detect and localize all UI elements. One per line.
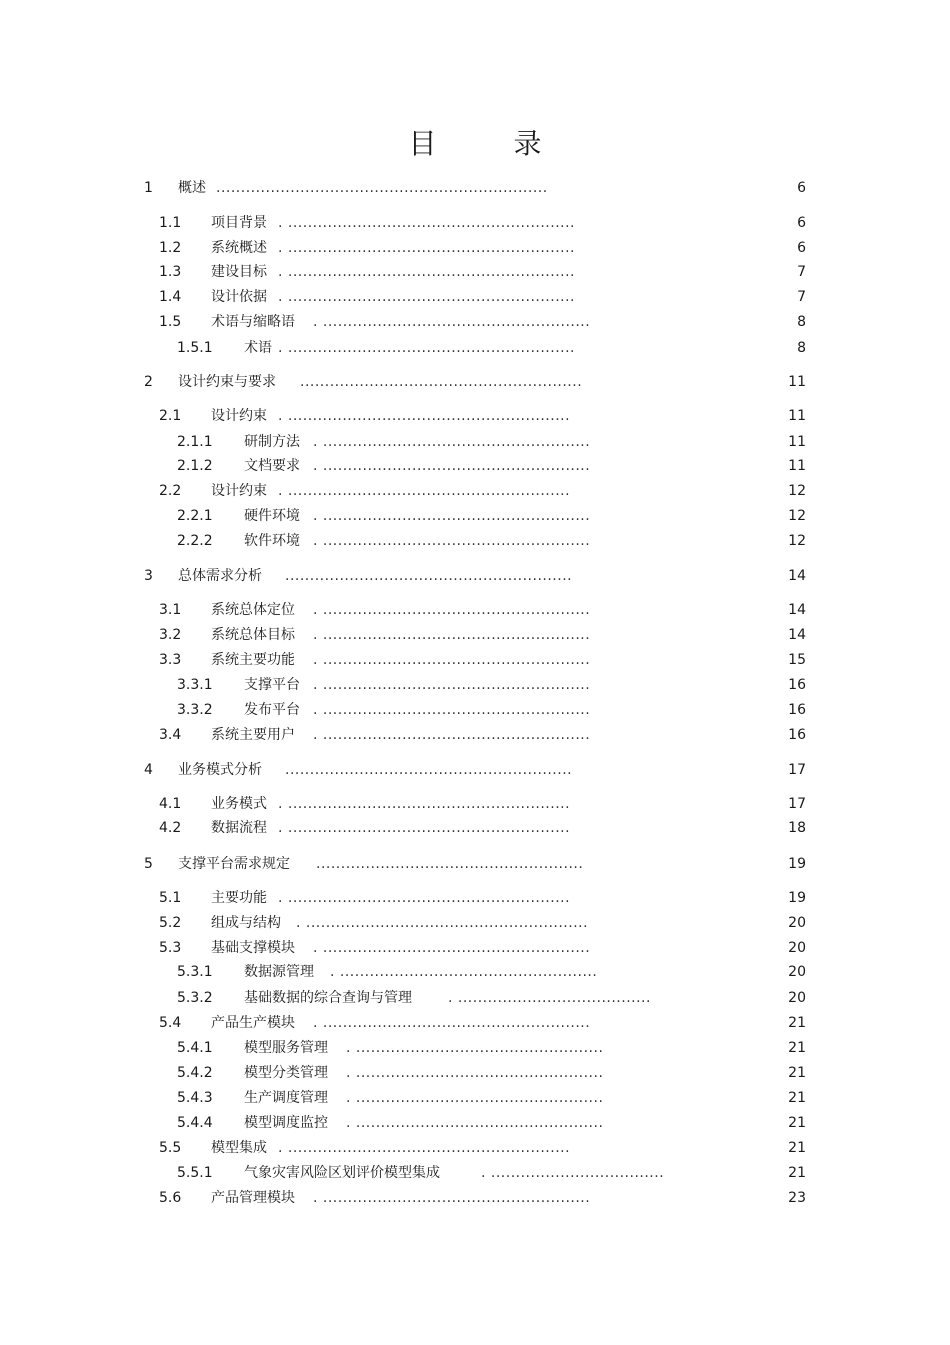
toc-entry[interactable]	[0, 724, 950, 746]
toc-entry-page: 21	[788, 1090, 806, 1106]
toc-entry-leader: . ..........................................................	[278, 264, 576, 280]
toc-entry[interactable]	[0, 759, 950, 781]
toc-entry-leader: . ......................................................	[313, 940, 591, 956]
toc-entry[interactable]	[0, 853, 950, 875]
toc-entry-leader: . .........................................................	[278, 820, 571, 836]
toc-entry-title: 模型服务管理	[244, 1040, 328, 1056]
toc-entry-leader: . ......................................................	[313, 677, 591, 693]
toc-entry-title: 模型调度监控	[244, 1115, 328, 1131]
toc-entry-number: 5.1	[159, 890, 182, 906]
toc-entry[interactable]	[0, 177, 950, 199]
toc-entry-number: 2.2.2	[177, 533, 213, 549]
toc-entry-number: 4.2	[159, 820, 182, 836]
toc-entry[interactable]	[0, 987, 950, 1009]
toc-entry-title: 业务模式	[211, 796, 267, 812]
toc-entry-page: 23	[788, 1190, 806, 1206]
toc-entry[interactable]	[0, 371, 950, 393]
toc-entry-leader: . ......................................................	[313, 727, 591, 743]
toc-entry[interactable]	[0, 937, 950, 959]
toc-entry-title: 产品管理模块	[211, 1190, 295, 1206]
toc-entry-leader: ......................................................	[316, 856, 584, 872]
toc-entry-leader: . ..................................................	[346, 1040, 604, 1056]
toc-entry-title: 支撑平台	[244, 677, 300, 693]
toc-entry-title: 发布平台	[244, 702, 300, 718]
toc-entry-number: 5.4	[159, 1015, 182, 1031]
toc-entry-page: 12	[788, 533, 806, 549]
toc-entry-title: 项目背景	[211, 215, 267, 231]
toc-entry-title: 系统总体定位	[211, 602, 295, 618]
toc-entry-leader: . ......................................................	[313, 458, 591, 474]
toc-entry-number: 5.4.3	[177, 1090, 213, 1106]
toc-entry-number: 3.2	[159, 627, 182, 643]
toc-entry-leader: . .........................................................	[278, 796, 571, 812]
toc-entry[interactable]	[0, 1137, 950, 1159]
toc-entry-leader: . .........................................................	[278, 483, 571, 499]
toc-entry[interactable]	[0, 961, 950, 983]
toc-entry-number: 3	[144, 568, 153, 584]
toc-entry-number: 5.3.2	[177, 990, 213, 1006]
toc-entry-page: 12	[788, 483, 806, 499]
toc-entry-number: 1.3	[159, 264, 182, 280]
toc-entry-leader: . ......................................................	[313, 602, 591, 618]
toc-entry-title: 设计约束与要求	[178, 374, 276, 390]
toc-entry-leader: . ..........................................................	[278, 215, 576, 231]
toc-entry[interactable]	[0, 311, 950, 333]
toc-entry[interactable]	[0, 699, 950, 721]
toc-entry-title: 设计约束	[211, 408, 267, 424]
toc-entry-number: 5.4.4	[177, 1115, 213, 1131]
toc-entry-title: 气象灾害风险区划评价模型集成	[244, 1165, 440, 1181]
toc-entry-number: 2.1.1	[177, 434, 213, 450]
toc-entry-title: 术语	[244, 340, 272, 356]
toc-entry-page: 16	[788, 677, 806, 693]
toc-entry[interactable]	[0, 237, 950, 259]
toc-entry-page: 21	[788, 1165, 806, 1181]
toc-entry-title: 数据流程	[211, 820, 267, 836]
toc-entry-leader: ..........................................................	[285, 762, 573, 778]
toc-entry-page: 16	[788, 727, 806, 743]
toc-entry-page: 11	[788, 374, 806, 390]
page-title: 目 录	[408, 127, 576, 160]
toc-entry-leader: . ......................................................	[313, 508, 591, 524]
toc-entry-number: 1.2	[159, 240, 182, 256]
toc-entry-title: 硬件环境	[244, 508, 300, 524]
toc-entry-title: 产品生产模块	[211, 1015, 295, 1031]
toc-entry-page: 11	[788, 408, 806, 424]
toc-entry-page: 11	[788, 434, 806, 450]
toc-entry-title: 软件环境	[244, 533, 300, 549]
toc-entry-title: 建设目标	[211, 264, 267, 280]
toc-entry[interactable]	[0, 1162, 950, 1184]
toc-entry-page: 19	[788, 856, 806, 872]
toc-entry-title: 系统总体目标	[211, 627, 295, 643]
toc-entry-leader: . .........................................................	[278, 408, 571, 424]
toc-entry-title: 主要功能	[211, 890, 267, 906]
toc-entry-number: 5.4.1	[177, 1040, 213, 1056]
toc-entry-leader: . ....................................................	[330, 964, 598, 980]
toc-entry-page: 6	[797, 215, 806, 231]
toc-entry-page: 21	[788, 1140, 806, 1156]
toc-entry[interactable]	[0, 793, 950, 815]
toc-entry-number: 3.3.2	[177, 702, 213, 718]
toc-entry-leader: . ......................................................	[313, 1015, 591, 1031]
toc-entry[interactable]	[0, 624, 950, 646]
toc-entry-title: 研制方法	[244, 434, 300, 450]
toc-entry-page: 7	[797, 264, 806, 280]
toc-entry[interactable]	[0, 565, 950, 587]
toc-entry-title: 组成与结构	[211, 915, 281, 931]
toc-entry-title: 生产调度管理	[244, 1090, 328, 1106]
toc-entry-title: 设计依据	[211, 289, 267, 305]
toc-entry[interactable]	[0, 1037, 950, 1059]
toc-entry-leader: . ..................................................	[346, 1065, 604, 1081]
toc-entry-page: 12	[788, 508, 806, 524]
toc-entry-title: 术语与缩略语	[211, 314, 295, 330]
toc-entry[interactable]	[0, 649, 950, 671]
toc-entry[interactable]	[0, 1062, 950, 1084]
toc-entry-title: 基础支撑模块	[211, 940, 295, 956]
toc-entry-page: 21	[788, 1015, 806, 1031]
toc-entry-title: 文档要求	[244, 458, 300, 474]
toc-entry[interactable]	[0, 455, 950, 477]
toc-entry-number: 1.1	[159, 215, 182, 231]
toc-entry-leader: ...................................................................	[216, 180, 548, 196]
toc-entry-title: 支撑平台需求规定	[178, 856, 290, 872]
toc-entry-number: 5.5.1	[177, 1165, 213, 1181]
toc-entry[interactable]	[0, 1112, 950, 1134]
toc-entry-number: 2	[144, 374, 153, 390]
toc-entry-leader: . ......................................................	[313, 702, 591, 718]
toc-entry-page: 6	[797, 180, 806, 196]
toc-entry-page: 17	[788, 796, 806, 812]
toc-entry-leader: . ..........................................................	[278, 289, 576, 305]
toc-entry-leader: . .........................................................	[278, 1140, 571, 1156]
toc-entry-number: 1.5	[159, 314, 182, 330]
toc-entry-number: 2.2.1	[177, 508, 213, 524]
toc-entry-page: 16	[788, 702, 806, 718]
toc-entry[interactable]	[0, 674, 950, 696]
toc-entry-page: 21	[788, 1040, 806, 1056]
toc-entry-title: 模型分类管理	[244, 1065, 328, 1081]
toc-entry-leader: . ......................................................	[313, 533, 591, 549]
toc-entry-title: 基础数据的综合查询与管理	[244, 990, 412, 1006]
toc-entry-leader: . .........................................................	[296, 915, 589, 931]
toc-entry-leader: . ......................................................	[313, 434, 591, 450]
toc-entry-page: 8	[797, 314, 806, 330]
toc-entry-number: 2.1	[159, 408, 182, 424]
toc-entry-title: 模型集成	[211, 1140, 267, 1156]
toc-entry-number: 2.2	[159, 483, 182, 499]
toc-entry-leader: . ......................................................	[313, 1190, 591, 1206]
toc-entry-number: 5.2	[159, 915, 182, 931]
toc-entry-page: 11	[788, 458, 806, 474]
toc-entry-number: 5.5	[159, 1140, 182, 1156]
toc-entry-number: 1.5.1	[177, 340, 213, 356]
toc-entry[interactable]	[0, 912, 950, 934]
toc-entry-leader: . ..........................................................	[278, 340, 576, 356]
toc-entry[interactable]	[0, 261, 950, 283]
toc-entry-page: 20	[788, 915, 806, 931]
toc-entry[interactable]	[0, 817, 950, 839]
toc-entry-title: 总体需求分析	[178, 568, 262, 584]
toc-entry[interactable]	[0, 887, 950, 909]
toc-entry[interactable]	[0, 480, 950, 502]
toc-entry-title: 数据源管理	[244, 964, 314, 980]
toc-entry-title: 系统概述	[211, 240, 267, 256]
toc-entry-leader: . ......................................................	[313, 652, 591, 668]
toc-entry-number: 5.3.1	[177, 964, 213, 980]
toc-entry-page: 14	[788, 568, 806, 584]
toc-entry-page: 7	[797, 289, 806, 305]
toc-entry-title: 概述	[178, 180, 206, 196]
toc-entry-page: 8	[797, 340, 806, 356]
toc-entry-number: 4	[144, 762, 153, 778]
toc-entry-page: 17	[788, 762, 806, 778]
toc-entry-number: 3.3	[159, 652, 182, 668]
toc-entry-number: 1.4	[159, 289, 182, 305]
toc-entry[interactable]	[0, 599, 950, 621]
toc-entry-title: 系统主要用户	[211, 727, 295, 743]
toc-entry-number: 3.3.1	[177, 677, 213, 693]
toc-entry-number: 3.1	[159, 602, 182, 618]
toc-entry-page: 15	[788, 652, 806, 668]
toc-entry[interactable]	[0, 337, 950, 359]
toc-entry-number: 1	[144, 180, 153, 196]
toc-entry-title: 业务模式分析	[178, 762, 262, 778]
toc-entry-number: 5	[144, 856, 153, 872]
toc-entry-leader: . ......................................................	[313, 314, 591, 330]
toc-entry-number: 3.4	[159, 727, 182, 743]
toc-entry-leader: . ...................................	[481, 1165, 665, 1181]
toc-entry[interactable]	[0, 212, 950, 234]
toc-entry-page: 21	[788, 1065, 806, 1081]
toc-entry[interactable]	[0, 405, 950, 427]
toc-entry[interactable]	[0, 1012, 950, 1034]
toc-entry-leader: . ..........................................................	[278, 240, 576, 256]
toc-entry-leader: .........................................................	[300, 374, 583, 390]
toc-entry-leader: . .......................................	[448, 990, 651, 1006]
toc-entry-number: 5.6	[159, 1190, 182, 1206]
toc-entry-number: 2.1.2	[177, 458, 213, 474]
toc-entry-leader: . ..................................................	[346, 1090, 604, 1106]
toc-entry-page: 14	[788, 602, 806, 618]
toc-entry[interactable]	[0, 431, 950, 453]
toc-entry-page: 20	[788, 964, 806, 980]
toc-entry[interactable]	[0, 286, 950, 308]
toc-entry-number: 5.4.2	[177, 1065, 213, 1081]
toc-entry-page: 14	[788, 627, 806, 643]
toc-entry-leader: . .........................................................	[278, 890, 571, 906]
toc-entry-leader: . ......................................................	[313, 627, 591, 643]
toc-entry-page: 6	[797, 240, 806, 256]
toc-entry-page: 21	[788, 1115, 806, 1131]
toc-entry[interactable]	[0, 1187, 950, 1209]
toc-entry[interactable]	[0, 1087, 950, 1109]
toc-entry-title: 系统主要功能	[211, 652, 295, 668]
toc-entry-leader: ..........................................................	[285, 568, 573, 584]
toc-entry-number: 4.1	[159, 796, 182, 812]
toc-entry[interactable]	[0, 530, 950, 552]
toc-entry-page: 18	[788, 820, 806, 836]
toc-entry-page: 20	[788, 990, 806, 1006]
toc-entry-leader: . ..................................................	[346, 1115, 604, 1131]
toc-entry[interactable]	[0, 505, 950, 527]
toc-entry-number: 5.3	[159, 940, 182, 956]
toc-entry-page: 20	[788, 940, 806, 956]
toc-entry-title: 设计约束	[211, 483, 267, 499]
toc-entry-page: 19	[788, 890, 806, 906]
